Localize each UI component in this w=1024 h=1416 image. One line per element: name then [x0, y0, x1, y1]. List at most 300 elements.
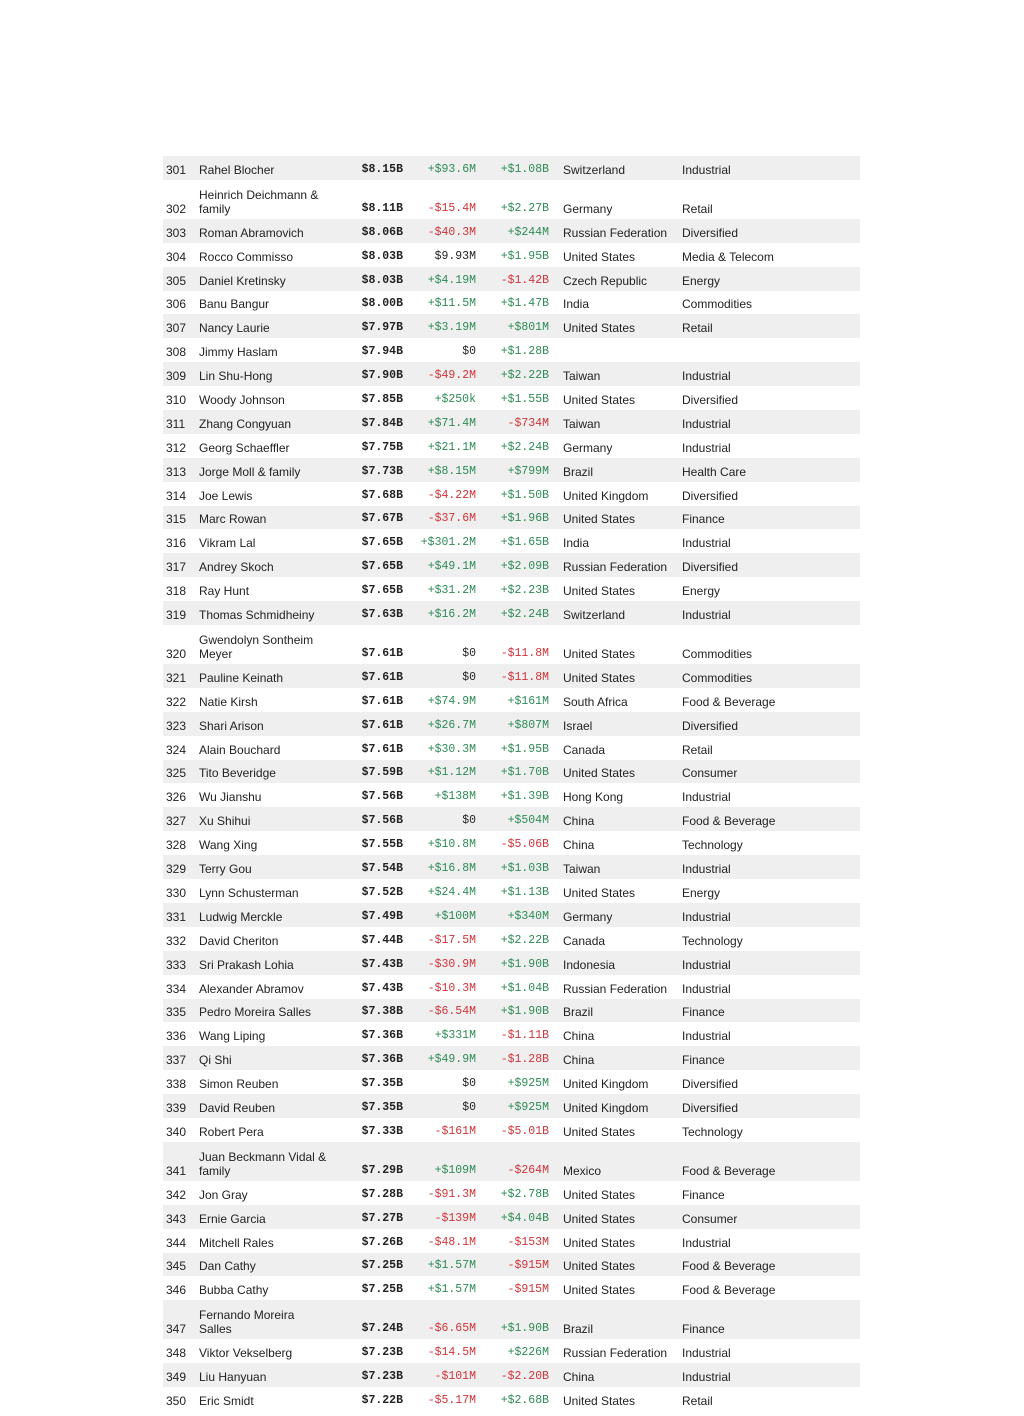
table-row: [163, 1363, 860, 1387]
last-change-cell: +$30.3M: [427, 742, 476, 756]
table-row: [163, 1387, 860, 1411]
industry-cell: Finance: [682, 1322, 725, 1337]
rank-cell: 307: [166, 321, 187, 336]
name-cell: Marc Rowan: [199, 512, 267, 527]
industry-cell: Technology: [682, 838, 743, 853]
last-change-cell: -$139M: [434, 1211, 476, 1225]
last-change-cell: -$15.4M: [427, 201, 476, 215]
rank-cell: 334: [166, 981, 187, 996]
ytd-change-cell: +$2.68B: [500, 1393, 549, 1407]
table-row: [163, 736, 860, 760]
country-cell: Germany: [563, 909, 613, 924]
country-cell: Brazil: [563, 1005, 594, 1020]
ytd-change-cell: +$1.55B: [500, 393, 549, 407]
net-worth-cell: $7.85B: [361, 393, 403, 407]
last-change-cell: +$24.4M: [427, 885, 476, 899]
ytd-change-cell: +$340M: [507, 909, 549, 923]
rank-cell: 315: [166, 512, 187, 527]
rank-cell: 301: [166, 162, 187, 177]
table-row: [163, 999, 860, 1023]
last-change-cell: -$10.3M: [427, 981, 476, 995]
industry-cell: Industrial: [682, 1370, 731, 1385]
rank-cell: 332: [166, 933, 187, 948]
industry-cell: Industrial: [682, 1346, 731, 1361]
table-row: [163, 1205, 860, 1229]
ytd-change-cell: +$1.28B: [500, 345, 549, 359]
name-cell: Roman Abramovich: [199, 225, 304, 240]
net-worth-cell: $7.55B: [361, 838, 403, 852]
industry-cell: Industrial: [682, 416, 731, 431]
rank-cell: 330: [166, 885, 187, 900]
net-worth-cell: $7.65B: [361, 584, 403, 598]
net-worth-cell: $7.29B: [361, 1163, 403, 1177]
country-cell: Russian Federation: [563, 981, 668, 996]
last-change-cell: -$14.5M: [427, 1346, 476, 1360]
ytd-change-cell: +$799M: [507, 464, 549, 478]
country-cell: United States: [563, 584, 636, 599]
industry-cell: Retail: [682, 1393, 713, 1408]
ytd-change-cell: +$2.22B: [500, 369, 549, 383]
ytd-change-cell: -$1.42B: [500, 273, 549, 287]
name-cell: Wang Xing: [199, 838, 258, 853]
ytd-change-cell: +$801M: [507, 321, 549, 335]
table-row: [163, 1229, 860, 1253]
name-cell: Wang Liping: [199, 1029, 266, 1044]
net-worth-cell: $7.63B: [361, 608, 403, 622]
name-cell: Rocco Commisso: [199, 249, 294, 264]
ytd-change-cell: +$1.13B: [500, 885, 549, 899]
table-row: [163, 529, 860, 553]
country-cell: United States: [563, 1211, 636, 1226]
industry-cell: Food & Beverage: [682, 694, 776, 709]
net-worth-cell: $7.94B: [361, 345, 403, 359]
industry-cell: Health Care: [682, 464, 747, 479]
rank-cell: 347: [166, 1322, 187, 1337]
table-row: [163, 386, 860, 410]
industry-cell: Industrial: [682, 162, 731, 177]
net-worth-cell: $7.68B: [361, 488, 403, 502]
last-change-cell: $0: [462, 670, 476, 684]
name-cell: Sri Prakash Lohia: [199, 957, 294, 972]
last-change-cell: +$49.1M: [427, 560, 476, 574]
ytd-change-cell: -$1.11B: [500, 1029, 549, 1043]
rank-cell: 339: [166, 1100, 187, 1115]
country-cell: China: [563, 1053, 595, 1068]
industry-cell: Industrial: [682, 440, 731, 455]
last-change-cell: +$16.8M: [427, 862, 476, 876]
industry-cell: Diversified: [682, 560, 739, 575]
ytd-change-cell: +$2.23B: [500, 584, 549, 598]
ytd-change-cell: -$5.06B: [500, 838, 549, 852]
ytd-change-cell: +$1.08B: [500, 162, 549, 176]
name-cell: Pedro Moreira Salles: [199, 1005, 312, 1020]
name-cell: Nancy Laurie: [199, 321, 270, 336]
name-cell: Jon Gray: [199, 1187, 248, 1202]
table-row: [163, 314, 860, 338]
country-cell: China: [563, 838, 595, 853]
name-cell: Tito Beveridge: [199, 766, 276, 781]
country-cell: China: [563, 1370, 595, 1385]
ytd-change-cell: +$1.39B: [500, 790, 549, 804]
net-worth-cell: $7.52B: [361, 885, 403, 899]
net-worth-cell: $7.43B: [361, 981, 403, 995]
industry-cell: Food & Beverage: [682, 1163, 776, 1178]
industry-cell: Industrial: [682, 909, 731, 924]
table-row: [163, 601, 860, 625]
table-row: [163, 625, 860, 664]
last-change-cell: +$4.19M: [427, 273, 476, 287]
country-cell: Switzerland: [563, 162, 626, 177]
table-row: [163, 831, 860, 855]
table-row: [163, 506, 860, 530]
last-change-cell: -$30.9M: [427, 957, 476, 971]
ytd-change-cell: +$226M: [507, 1346, 549, 1360]
country-cell: United Kingdom: [563, 1100, 649, 1115]
rank-cell: 345: [166, 1259, 187, 1274]
name-cell: Vikram Lal: [199, 536, 256, 551]
net-worth-cell: $7.44B: [361, 933, 403, 947]
net-worth-cell: $8.11B: [361, 201, 403, 215]
industry-cell: Industrial: [682, 369, 731, 384]
ytd-change-cell: +$2.78B: [500, 1187, 549, 1201]
last-change-cell: $0: [462, 814, 476, 828]
last-change-cell: +$250k: [434, 393, 476, 407]
net-worth-cell: $7.56B: [361, 790, 403, 804]
name-cell: Jimmy Haslam: [199, 345, 278, 360]
rank-cell: 312: [166, 440, 187, 455]
ytd-change-cell: +$4.04B: [500, 1211, 549, 1225]
ytd-change-cell: -$264M: [507, 1163, 549, 1177]
country-cell: Czech Republic: [563, 273, 648, 288]
last-change-cell: +$74.9M: [427, 694, 476, 708]
ytd-change-cell: +$244M: [507, 225, 549, 239]
name-cell: Jorge Moll & family: [199, 464, 301, 479]
last-change-cell: +$10.8M: [427, 838, 476, 852]
name-cell: Rahel Blocher: [199, 162, 275, 177]
country-cell: Russian Federation: [563, 225, 668, 240]
ytd-change-cell: +$1.90B: [500, 1005, 549, 1019]
net-worth-cell: $7.49B: [361, 909, 403, 923]
name-cell: Thomas Schmidheiny: [199, 608, 315, 623]
net-worth-cell: $7.28B: [361, 1187, 403, 1201]
country-cell: United States: [563, 1283, 636, 1298]
rank-cell: 304: [166, 249, 187, 264]
name-cell: Shari Arison: [199, 718, 264, 733]
name-cell: Alexander Abramov: [199, 981, 304, 996]
rank-cell: 319: [166, 608, 187, 623]
industry-cell: Diversified: [682, 225, 739, 240]
name-cell: Lin Shu-Hong: [199, 369, 273, 384]
rank-cell: 326: [166, 790, 187, 805]
last-change-cell: +$109M: [434, 1163, 476, 1177]
name-cell: Terry Gou: [199, 862, 252, 877]
rank-cell: 348: [166, 1346, 187, 1361]
net-worth-cell: $8.15B: [361, 162, 403, 176]
industry-cell: Diversified: [682, 718, 739, 733]
net-worth-cell: $8.03B: [361, 273, 403, 287]
last-change-cell: -$37.6M: [427, 512, 476, 526]
name-cell: Lynn Schusterman: [199, 885, 299, 900]
ytd-change-cell: -$5.01B: [500, 1124, 549, 1138]
rank-cell: 327: [166, 814, 187, 829]
industry-cell: Industrial: [682, 1029, 731, 1044]
industry-cell: Diversified: [682, 1100, 739, 1115]
last-change-cell: +$1.12M: [427, 766, 476, 780]
ytd-change-cell: +$1.50B: [500, 488, 549, 502]
last-change-cell: -$6.65M: [427, 1322, 476, 1336]
ytd-change-cell: +$1.70B: [500, 766, 549, 780]
country-cell: Brazil: [563, 464, 594, 479]
net-worth-cell: $7.33B: [361, 1124, 403, 1138]
country-cell: Indonesia: [563, 957, 616, 972]
last-change-cell: -$5.17M: [427, 1393, 476, 1407]
country-cell: Canada: [563, 933, 606, 948]
industry-cell: Diversified: [682, 1077, 739, 1092]
industry-cell: Media & Telecom: [682, 249, 774, 264]
industry-cell: Energy: [682, 885, 721, 900]
name-cell: Banu Bangur: [199, 297, 270, 312]
table-row: [163, 267, 860, 291]
table-row: [163, 1046, 860, 1070]
net-worth-cell: $7.73B: [361, 464, 403, 478]
ytd-change-cell: -$11.8M: [500, 647, 549, 661]
table-row: [163, 291, 860, 315]
ytd-change-cell: +$504M: [507, 814, 549, 828]
ytd-change-cell: +$1.65B: [500, 536, 549, 550]
country-cell: United States: [563, 393, 636, 408]
country-cell: United States: [563, 321, 636, 336]
last-change-cell: $0: [462, 1100, 476, 1114]
name-cell: Woody Johnson: [199, 393, 285, 408]
name-cell: Wu Jianshu: [199, 790, 262, 805]
table-row: [163, 482, 860, 506]
industry-cell: Industrial: [682, 790, 731, 805]
rank-cell: 333: [166, 957, 187, 972]
ytd-change-cell: +$1.96B: [500, 512, 549, 526]
rank-cell: 341: [166, 1163, 187, 1178]
name-cell: Daniel Kretinsky: [199, 273, 286, 288]
last-change-cell: -$49.2M: [427, 369, 476, 383]
name-cell: Bubba Cathy: [199, 1283, 269, 1298]
net-worth-cell: $7.35B: [361, 1077, 403, 1091]
last-change-cell: -$40.3M: [427, 225, 476, 239]
ytd-change-cell: +$925M: [507, 1077, 549, 1091]
industry-cell: Retail: [682, 321, 713, 336]
table-row: [163, 338, 860, 362]
rank-cell: 321: [166, 670, 187, 685]
country-cell: India: [563, 536, 590, 551]
table-row: [163, 975, 860, 999]
last-change-cell: +$93.6M: [427, 162, 476, 176]
industry-cell: Consumer: [682, 766, 738, 781]
table-row: [163, 1276, 860, 1300]
rank-cell: 302: [166, 201, 187, 216]
table-row: [163, 219, 860, 243]
table-row: [163, 577, 860, 601]
billionaires-table: [163, 156, 860, 1411]
country-cell: China: [563, 814, 595, 829]
rank-cell: 343: [166, 1211, 187, 1226]
table-row: [163, 1070, 860, 1094]
name-cell: Liu Hanyuan: [199, 1370, 267, 1385]
industry-cell: Retail: [682, 201, 713, 216]
last-change-cell: +$49.9M: [427, 1053, 476, 1067]
table-row: [163, 156, 860, 180]
rank-cell: 322: [166, 694, 187, 709]
table-row: [163, 855, 860, 879]
industry-cell: Technology: [682, 933, 743, 948]
net-worth-cell: $7.67B: [361, 512, 403, 526]
industry-cell: Retail: [682, 742, 713, 757]
country-cell: Brazil: [563, 1322, 594, 1337]
rank-cell: 318: [166, 584, 187, 599]
table-row: [163, 434, 860, 458]
rank-cell: 340: [166, 1124, 187, 1139]
rank-cell: 336: [166, 1029, 187, 1044]
last-change-cell: +$71.4M: [427, 416, 476, 430]
last-change-cell: +$11.5M: [427, 297, 476, 311]
table-row: [163, 1022, 860, 1046]
rank-cell: 344: [166, 1235, 187, 1250]
net-worth-cell: $7.22B: [361, 1393, 403, 1407]
last-change-cell: -$17.5M: [427, 933, 476, 947]
industry-cell: Commodities: [682, 297, 753, 312]
last-change-cell: +$3.19M: [427, 321, 476, 335]
table-row: [163, 1339, 860, 1363]
ytd-change-cell: +$807M: [507, 718, 549, 732]
country-cell: United States: [563, 647, 636, 662]
net-worth-cell: $7.23B: [361, 1370, 403, 1384]
net-worth-cell: $7.25B: [361, 1259, 403, 1273]
name-cell: Qi Shi: [199, 1053, 232, 1068]
industry-cell: Finance: [682, 1053, 725, 1068]
rank-cell: 350: [166, 1393, 187, 1408]
net-worth-cell: $8.03B: [361, 249, 403, 263]
rank-cell: 320: [166, 647, 187, 662]
net-worth-cell: $7.56B: [361, 814, 403, 828]
country-cell: India: [563, 297, 590, 312]
net-worth-cell: $7.36B: [361, 1029, 403, 1043]
name-cell: Mitchell Rales: [199, 1235, 274, 1250]
rank-cell: 306: [166, 297, 187, 312]
table-row: [163, 783, 860, 807]
country-cell: United States: [563, 512, 636, 527]
rank-cell: 305: [166, 273, 187, 288]
name-cell: Dan Cathy: [199, 1259, 256, 1274]
rank-cell: 313: [166, 464, 187, 479]
table-row: [163, 458, 860, 482]
name-cell: Gwendolyn Sontheim Meyer: [199, 633, 314, 662]
rank-cell: 346: [166, 1283, 187, 1298]
name-cell: Juan Beckmann Vidal & family: [199, 1149, 327, 1178]
rank-cell: 325: [166, 766, 187, 781]
net-worth-cell: $7.65B: [361, 536, 403, 550]
country-cell: Taiwan: [563, 369, 601, 384]
table-row: [163, 553, 860, 577]
last-change-cell: $9.93M: [434, 249, 476, 263]
last-change-cell: -$48.1M: [427, 1235, 476, 1249]
country-cell: Germany: [563, 201, 613, 216]
last-change-cell: -$4.22M: [427, 488, 476, 502]
ytd-change-cell: +$1.90B: [500, 1322, 549, 1336]
last-change-cell: +$301.2M: [420, 536, 476, 550]
last-change-cell: +$100M: [434, 909, 476, 923]
country-cell: United States: [563, 1235, 636, 1250]
country-cell: Russian Federation: [563, 560, 668, 575]
name-cell: Xu Shihui: [199, 814, 251, 829]
country-cell: Russian Federation: [563, 1346, 668, 1361]
ytd-change-cell: -$11.8M: [500, 670, 549, 684]
net-worth-cell: $8.00B: [361, 297, 403, 311]
country-cell: Mexico: [563, 1163, 602, 1178]
table-row: [163, 1118, 860, 1142]
ytd-change-cell: -$734M: [507, 416, 549, 430]
rank-cell: 349: [166, 1370, 187, 1385]
country-cell: United States: [563, 1124, 636, 1139]
rank-cell: 335: [166, 1005, 187, 1020]
name-cell: Heinrich Deichmann & family: [199, 187, 319, 216]
name-cell: Robert Pera: [199, 1124, 264, 1139]
net-worth-cell: $7.35B: [361, 1100, 403, 1114]
rank-cell: 323: [166, 718, 187, 733]
industry-cell: Industrial: [682, 957, 731, 972]
ytd-change-cell: -$915M: [507, 1259, 549, 1273]
last-change-cell: -$6.54M: [427, 1005, 476, 1019]
rank-cell: 331: [166, 909, 187, 924]
table-row: [163, 410, 860, 434]
industry-cell: Industrial: [682, 862, 731, 877]
last-change-cell: +$8.15M: [427, 464, 476, 478]
last-change-cell: $0: [462, 345, 476, 359]
last-change-cell: $0: [462, 1077, 476, 1091]
country-cell: United States: [563, 670, 636, 685]
net-worth-cell: $7.25B: [361, 1283, 403, 1297]
net-worth-cell: $7.36B: [361, 1053, 403, 1067]
table-row: [163, 688, 860, 712]
rank-cell: 329: [166, 862, 187, 877]
net-worth-cell: $7.24B: [361, 1322, 403, 1336]
net-worth-cell: $7.84B: [361, 416, 403, 430]
industry-cell: Industrial: [682, 536, 731, 551]
net-worth-cell: $7.38B: [361, 1005, 403, 1019]
table-row: [163, 927, 860, 951]
ytd-change-cell: +$2.09B: [500, 560, 549, 574]
table-row: [163, 903, 860, 927]
net-worth-cell: $7.59B: [361, 766, 403, 780]
rank-cell: 303: [166, 225, 187, 240]
name-cell: Fernando Moreira Salles: [199, 1308, 295, 1337]
net-worth-cell: $7.61B: [361, 647, 403, 661]
net-worth-cell: $7.61B: [361, 670, 403, 684]
table-row: [163, 807, 860, 831]
industry-cell: Industrial: [682, 1235, 731, 1250]
ytd-change-cell: +$1.47B: [500, 297, 549, 311]
country-cell: United States: [563, 1187, 636, 1202]
net-worth-cell: $7.61B: [361, 694, 403, 708]
table-row: [163, 1181, 860, 1205]
net-worth-cell: $7.27B: [361, 1211, 403, 1225]
industry-cell: Commodities: [682, 670, 753, 685]
last-change-cell: +$138M: [434, 790, 476, 804]
industry-cell: Finance: [682, 1005, 725, 1020]
country-cell: United States: [563, 1393, 636, 1408]
last-change-cell: +$31.2M: [427, 584, 476, 598]
rank-cell: 324: [166, 742, 187, 757]
name-cell: Andrey Skoch: [199, 560, 274, 575]
table-row: [163, 951, 860, 975]
table-row: [163, 1300, 860, 1339]
net-worth-cell: $7.43B: [361, 957, 403, 971]
